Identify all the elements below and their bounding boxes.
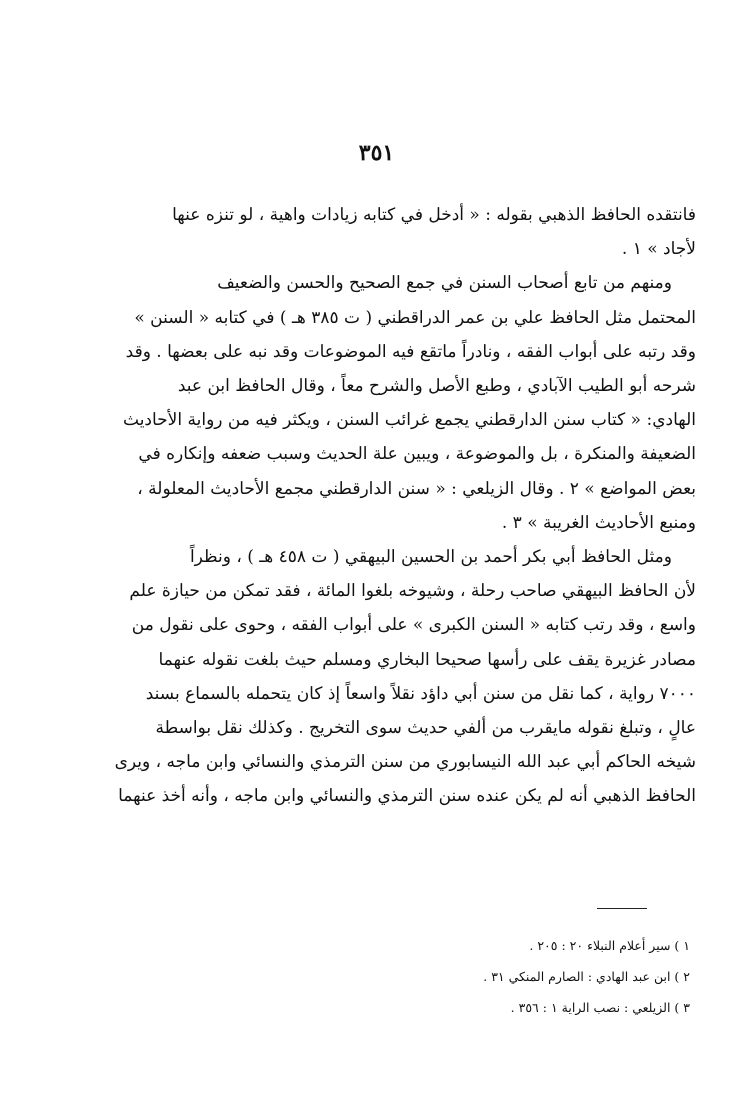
footnote: ٣ ) الزيلعي : نصب الراية ١ : ٣٥٦ . xyxy=(510,1000,690,1015)
text-line: لأجاد » ١ . xyxy=(621,239,696,260)
text-line: مصادر غزيرة يقف على رأسها صحيحا البخاري ومسلم حيث بلغت نقوله عنهما xyxy=(158,649,696,670)
text-line: بعض المواضع » ٢ . وقال الزيلعي : « سنن الدارقطني مجمع الأحاديث المعلولة ، xyxy=(137,478,696,499)
text-line: ومنبع الأحاديث الغريبة » ٣ . xyxy=(501,512,696,533)
footnotes xyxy=(76,930,690,1023)
page-number: ٣٥١ xyxy=(358,140,395,166)
text-line: ٧٠٠٠ رواية ، كما نقل من سنن أبي داؤد نقلاً واسعاً إذ كان يتحمله بالسماع بسند xyxy=(145,683,696,704)
main-text xyxy=(76,198,696,814)
text-line: شرحه أبو الطيب الآبادي ، وطبع الأصل والشرح معاً ، وقال الحافظ ابن عبد xyxy=(177,376,696,397)
text-line: الضعيفة والمنكرة ، بل والموضوعة ، ويبين علة الحديث وسبب ضعفه وإنكاره في xyxy=(138,444,696,465)
text-line: شيخه الحاكم أبي عبد الله النيسابوري من سنن الترمذي والنسائي وابن ماجه ، ويرى xyxy=(114,752,696,773)
text-line: ومنهم من تابع أصحاب السنن في جمع الصحيح والحسن والضعيف xyxy=(217,273,672,294)
footnote: ١ ) سير أعلام النبلاء ٢٠ : ٢٠٥ . xyxy=(529,938,690,953)
text-line: وقد رتبه على أبواب الفقه ، ونادراً ماتقع فيه الموضوعات وقد نبه على بعضها . وقد xyxy=(125,341,696,362)
text-line: ومثل الحافظ أبي بكر أحمد بن الحسين البيهقي ( ت ٤٥٨ هـ ) ، ونظراً xyxy=(189,547,672,568)
footnote-separator xyxy=(597,908,647,909)
text-line: عالٍ ، وتبلغ نقوله مايقرب من ألفي حديث سوى التخريج . وكذلك نقل بواسطة xyxy=(155,718,696,739)
footnote: ٢ ) ابن عبد الهادي : الصارم المنكي ٣١ . xyxy=(483,969,690,984)
text-line: فانتقده الحافظ الذهبي بقوله : « أدخل في كتابه زيادات واهية ، لو تنزه عنها xyxy=(172,205,696,225)
text-line: لأن الحافظ البيهقي صاحب رحلة ، وشيوخه بلغوا المائة ، فقد تمكن من حيازة علم xyxy=(129,581,696,602)
text-line: الهادي: « كتاب سنن الدارقطني يجمع غرائب السنن ، ويكثر فيه من رواية الأحاديث xyxy=(123,410,696,431)
text-line: الحافظ الذهبي أنه لم يكن عنده سنن الترمذي والنسائي وابن ماجه ، وأنه أخذ عنهما xyxy=(118,786,696,807)
text-line: المحتمل مثل الحافظ علي بن عمر الدراقطني ( ت ٣٨٥ هـ ) في كتابه « السنن » xyxy=(134,307,696,328)
text-line: واسع ، وقد رتب كتابه « السنن الكبرى » على أبواب الفقه ، وحوى على نقول من xyxy=(131,615,696,636)
